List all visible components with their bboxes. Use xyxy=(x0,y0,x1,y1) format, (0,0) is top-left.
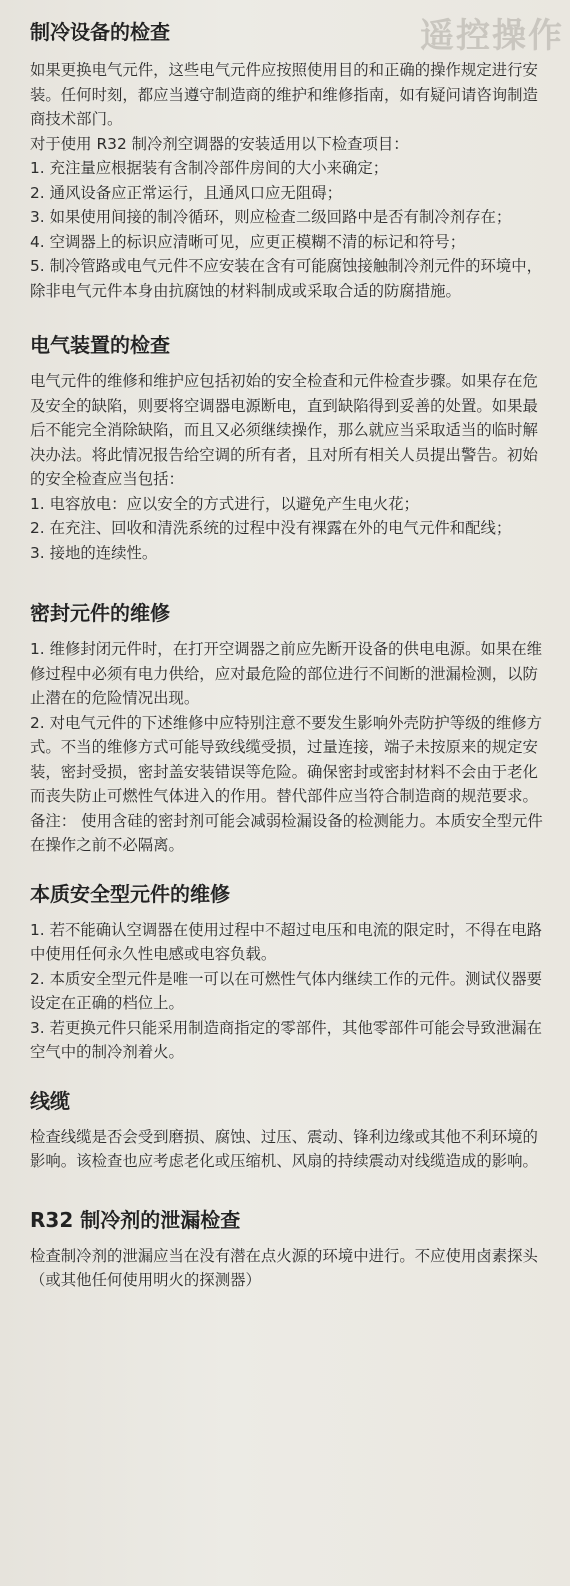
paragraph: 对于使用 R32 制冷剂空调器的安装适用以下检查项目： xyxy=(30,134,409,153)
section-sealed-component-repair xyxy=(30,597,550,858)
list-item: 2. 对电气元件的下述维修中应特别注意不要发生影响外壳防护等级的维修方式。不当的维修方式可能导致线缆受损，过量连接，端子未按原来的规定安装，密封受损，密封盖安装错误等危险。确保密封或密封材料不会由于老化而丧失防止可燃性气体进入的作用。替代部件应当符合制造商的规范要求。 xyxy=(30,713,543,805)
paragraph: 电气元件的维修和维护应包括初始的安全检查和元件检查步骤。如果存在危及安全的缺陷，则要将空调器电源断电，直到缺陷得到妥善的处置。如果最后不能完全消除缺陷，而且又必须继续操作，那么就应当采取适当的临时解决办法。将此情况报告给空调的所有者，且对所有相关人员提出警告。初始的安全检查应当包括： xyxy=(30,372,538,488)
paragraph: 如果更换电气元件，这些电气元件应按照使用目的和正确的操作规定进行安装。任何时刻，都应当遵守制造商的维护和维修指南，如有疑问请咨询制造商技术部门。 xyxy=(30,61,538,128)
bleed-through-heading: 遥控操作 xyxy=(420,16,564,56)
list-item: 1. 若不能确认空调器在使用过程中不超过电压和电流的限定时，不得在电路中使用任何永久性电感或电容负载。 xyxy=(30,920,543,963)
list-item: 4. 空调器上的标识应清晰可见，应更正模糊不清的标记和符号； xyxy=(30,232,466,251)
list-item: 3. 如果使用间接的制冷循环，则应检查二级回路中是否有制冷剂存在； xyxy=(30,208,512,226)
list-item: 2. 在充注、回收和清洗系统的过程中没有裸露在外的电气元件和配线； xyxy=(30,519,512,537)
list-item: 1. 电容放电：应以安全的方式进行，以避免产生电火花； xyxy=(30,494,419,513)
paragraph: 检查制冷剂的泄漏应当在没有潜在点火源的环境中进行。不应使用卤素探头（或其他任何使用明火的探测器） xyxy=(30,1246,538,1289)
section-body xyxy=(30,1125,550,1174)
section-cables xyxy=(30,1085,550,1174)
list-item: 5. 制冷管路或电气元件不应安装在含有可能腐蚀接触制冷剂元件的环境中，除非电气元件本身由抗腐蚀的材料制成或采取合适的防腐措施。 xyxy=(30,257,543,300)
page-content xyxy=(30,16,550,1293)
section-title: 电气装置的检查 xyxy=(30,333,170,357)
section-title: R32 制冷剂的泄漏检查 xyxy=(30,1207,241,1232)
section-r32-leak-check xyxy=(30,1204,550,1293)
section-body xyxy=(30,637,550,858)
list-item: 1. 维修封闭元件时，在打开空调器之前应先断开设备的供电电源。如果在维修过程中必须有电力供给，应对最危险的部位进行不间断的泄漏检测，以防止潜在的危险情况出现。 xyxy=(30,640,543,707)
section-title: 本质安全型元件的维修 xyxy=(30,881,230,906)
section-title: 线缆 xyxy=(30,1088,70,1113)
section-intrinsically-safe-component-repair xyxy=(30,878,550,1065)
list-item: 2. 通风设备应正常运行，且通风口应无阻碍； xyxy=(30,183,342,202)
section-refrigeration-equipment-check xyxy=(30,16,550,303)
section-body xyxy=(30,918,550,1065)
section-body xyxy=(30,1244,550,1293)
section-body xyxy=(30,58,550,303)
section-title: 制冷设备的检查 xyxy=(30,20,170,44)
list-item: 3. 接地的连续性。 xyxy=(30,543,158,562)
list-item: 3. 若更换元件只能采用制造商指定的零部件，其他零部件可能会导致泄漏在空气中的制冷剂着火。 xyxy=(30,1018,543,1061)
note: 备注： 使用含硅的密封剂可能会减弱检漏设备的检测能力。本质安全型元件在操作之前不必隔离。 xyxy=(30,811,543,854)
list-item: 1. 充注量应根据装有含制冷部件房间的大小来确定； xyxy=(30,159,389,177)
section-electrical-device-check xyxy=(30,329,550,565)
list-item: 2. 本质安全型元件是唯一可以在可燃性气体内继续工作的元件。测试仪器要设定在正确的档位上。 xyxy=(30,969,543,1012)
paragraph: 检查线缆是否会受到磨损、腐蚀、过压、震动、锋利边缘或其他不利环境的影响。该检查也应考虑老化或压缩机、风扇的持续震动对线缆造成的影响。 xyxy=(30,1127,538,1170)
section-title: 密封元件的维修 xyxy=(30,601,170,625)
section-body xyxy=(30,369,550,565)
